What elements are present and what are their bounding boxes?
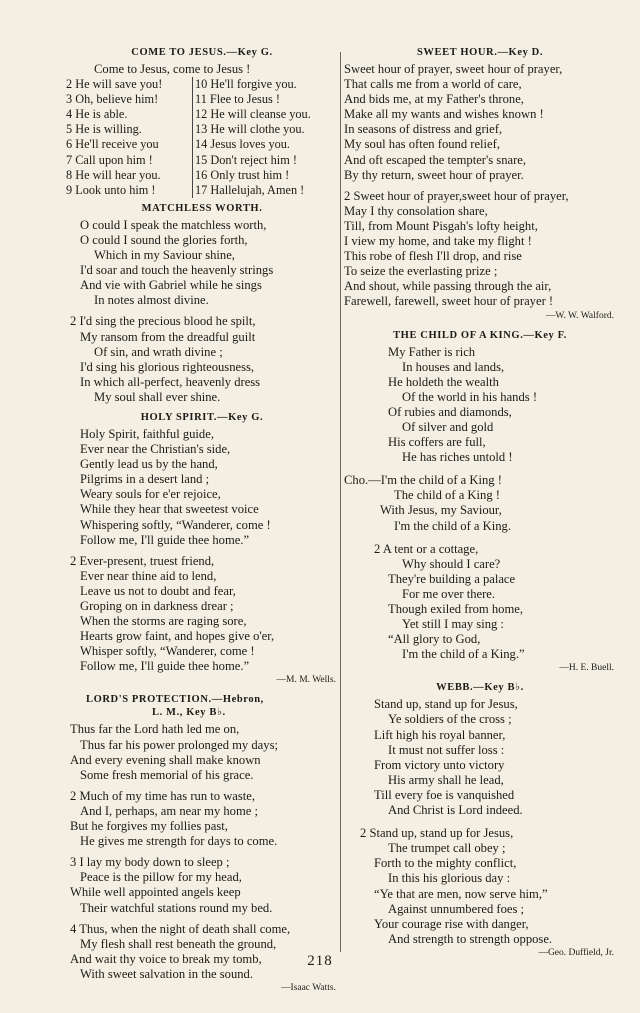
hymn-line: In which all-perfect, heavenly dress <box>80 374 261 389</box>
hymn-line: 2 Stand up, stand up for Jesus, <box>360 826 514 841</box>
hymn-line: Leave us not to doubt and fear, <box>80 583 236 598</box>
hymn-line: Follow me, I'll guide thee home.” <box>80 532 250 547</box>
hymn-line: 2 A tent or a cottage, <box>374 541 479 556</box>
hymn-lords-protection <box>66 693 338 995</box>
hymn-line: This robe of flesh I'll drop, and rise <box>344 249 522 264</box>
hymn-line: Ever near thine aid to lend, <box>80 568 217 583</box>
hymn-line: My soul has often found relief, <box>344 137 500 152</box>
hymn-line: And wait thy voice to break my tomb, <box>70 951 262 966</box>
hymn-title: MATCHLESS WORTH. <box>141 202 263 214</box>
hymn-author: —Isaac Watts. <box>281 982 336 993</box>
hymn-line <box>344 473 616 488</box>
hymn-line: Weary souls for e'er rejoice, <box>80 487 221 502</box>
hymn-line: His coffers are full, <box>388 435 486 450</box>
page-number: 218 <box>307 953 333 969</box>
verse-2 <box>66 789 338 849</box>
hymn-line: Stand up, stand up for Jesus, <box>374 697 518 712</box>
pair-right: 10 He'll forgive you. <box>195 77 297 92</box>
chorus-text: I'm the child of a King ! <box>380 473 502 488</box>
hymn-line: I'd soar and touch the heavenly strings <box>80 263 274 278</box>
hymn-line: Come to Jesus, come to Jesus ! <box>94 62 251 76</box>
hymn-line: In notes almost divine. <box>94 293 209 308</box>
hymn-line: For me over there. <box>402 586 496 601</box>
verse-2 <box>344 542 616 663</box>
pair-right: 12 He will cleanse you. <box>195 107 311 122</box>
hymn-line: Which in my Saviour shine, <box>94 248 235 263</box>
hymn-line: And every evening shall make known <box>70 752 261 767</box>
hymn-line: With sweet salvation in the sound. <box>80 966 253 981</box>
hymn-line: With Jesus, my Saviour, <box>380 503 502 518</box>
hymn-line: And shout, while passing through the air, <box>344 279 552 294</box>
hymn-line: Ye soldiers of the cross ; <box>388 712 512 727</box>
hymn-line: He gives me strength for days to come. <box>80 834 278 849</box>
pair-left: 7 Call upon him ! <box>66 153 193 168</box>
hymn-line: And I, perhaps, am near my home ; <box>80 803 259 818</box>
hymn-line: Against unnumbered foes ; <box>388 901 525 916</box>
verse-2 <box>66 554 338 675</box>
verse-1 <box>66 218 338 309</box>
pair-row <box>66 122 338 137</box>
hymn-line: O could I speak the matchless worth, <box>80 217 267 232</box>
hymn-line: Whispering softly, “Wanderer, come ! <box>80 517 271 532</box>
chorus-label: Cho.— <box>344 473 381 488</box>
hymn-webb <box>344 681 616 960</box>
pair-row <box>66 107 338 122</box>
pair-right: 13 He will clothe you. <box>195 122 305 137</box>
hymn-title: LORD'S PROTECTION.—Hebron, <box>86 694 264 706</box>
column-divider <box>340 52 341 952</box>
hymn-line: Their watchful stations round my bed. <box>80 900 273 915</box>
hymn-line: But he forgives my follies past, <box>70 819 228 834</box>
pair-right: 15 Don't reject him ! <box>195 152 297 167</box>
hymn-line: Thus far the Lord hath led me on, <box>70 722 240 737</box>
hymn-title: HOLY SPIRIT.—Key G. <box>140 411 264 423</box>
hymn-line: Till every foe is vanquished <box>374 787 515 802</box>
hymn-line: May I thy consolation share, <box>344 203 488 218</box>
right-column <box>344 46 616 966</box>
pair-left: 9 Look unto him ! <box>66 183 193 198</box>
verse-1 <box>344 697 616 818</box>
hymn-line: Holy Spirit, faithful guide, <box>80 426 214 441</box>
pair-left: 4 He is able. <box>66 107 193 122</box>
hymn-title: WEBB.—Key B♭. <box>436 682 524 694</box>
pair-right: 14 Jesus loves you. <box>195 137 290 152</box>
hymn-line: In this his glorious day : <box>388 871 511 886</box>
hymn-line: Yet still I may sing : <box>402 617 504 632</box>
hymn-line: My flesh shall rest beneath the ground, <box>80 936 277 951</box>
verse-2 <box>66 314 338 405</box>
hymn-author: —H. E. Buell. <box>559 663 614 674</box>
hymn-line: His army shall he lead, <box>388 772 504 787</box>
hymn-line: Whisper softly, “Wanderer, come ! <box>80 644 255 659</box>
hymn-line: The trumpet call obey ; <box>388 841 506 856</box>
hymn-line: In seasons of distress and grief, <box>344 122 503 137</box>
hymn-line: Pilgrims in a desert land ; <box>80 472 210 487</box>
pair-left: 6 He'll receive you <box>66 137 193 152</box>
verse-2 <box>344 826 616 947</box>
pair-row <box>66 77 338 92</box>
pair-left: 5 He is willing. <box>66 122 193 137</box>
hymn-matchless-worth <box>66 202 338 405</box>
verse-2 <box>344 189 616 310</box>
hymn-line: Thus far his power prolonged my days; <box>80 737 278 752</box>
hymn-line: Groping on in darkness drear ; <box>80 599 234 613</box>
pair-row <box>66 168 338 183</box>
hymn-title: THE CHILD OF A KING.—Key F. <box>393 329 567 341</box>
hymn-line: And strength to strength oppose. <box>388 931 553 946</box>
hymn-line: 2 Much of my time has run to waste, <box>70 788 256 803</box>
hymn-author: —M. M. Wells. <box>276 675 336 686</box>
pair-right: 11 Flee to Jesus ! <box>195 92 280 107</box>
hymn-line: Forth to the mighty conflict, <box>374 856 517 871</box>
hymn-holy-spirit <box>66 411 338 688</box>
hymn-line: Make all my wants and wishes known ! <box>344 107 544 122</box>
left-column <box>66 46 338 1001</box>
hymn-line: O could I sound the glories forth, <box>80 232 248 247</box>
verse-1 <box>344 62 616 183</box>
pair-left: 2 He will save you! <box>66 77 193 92</box>
hymn-line: Peace is the pillow for my head, <box>80 870 242 885</box>
hymn-title: COME TO JESUS.—Key G. <box>131 47 273 58</box>
hymn-child-of-a-king <box>344 329 616 676</box>
hymn-line: He has riches untold ! <box>402 450 513 465</box>
pair-row <box>66 92 338 107</box>
hymn-line: My ransom from the dreadful guilt <box>80 329 256 344</box>
hymn-line: While well appointed angels keep <box>70 885 241 900</box>
hymn-line: They're building a palace <box>388 571 516 586</box>
hymn-line: I'm the child of a King.” <box>402 647 525 662</box>
hymn-line: “Ye that are men, now serve him,” <box>374 886 548 901</box>
hymn-line: It must not suffer loss : <box>388 742 505 757</box>
hymn-line: I'd sing his glorious righteousness, <box>80 359 255 374</box>
hymn-line: My soul shall ever shine. <box>94 389 221 404</box>
hymn-line: Some fresh memorial of his grace. <box>80 767 254 782</box>
verse-1 <box>66 722 338 782</box>
hymn-title: SWEET HOUR.—Key D. <box>416 47 544 58</box>
pair-left: 8 He will hear you. <box>66 168 193 183</box>
hymn-line: And oft escaped the tempter's snare, <box>344 152 527 167</box>
hymn-line: And Christ is Lord indeed. <box>388 803 523 818</box>
hymn-line: And vie with Gabriel while he sings <box>80 278 262 293</box>
hymn-line: Of rubies and diamonds, <box>388 404 512 419</box>
hymn-line: 2 Sweet hour of prayer,sweet hour of prayer, <box>344 188 569 203</box>
hymn-line: 3 I lay my body down to sleep ; <box>70 855 230 870</box>
pair-row <box>66 137 338 152</box>
hymn-line: Though exiled from home, <box>388 602 524 616</box>
hymn-line: And bids me, at my Father's throne, <box>344 92 524 107</box>
hymn-line: When the storms are raging sore, <box>80 614 247 629</box>
hymn-line: While they hear that sweetest voice <box>80 502 259 517</box>
hymn-line: “All glory to God, <box>388 632 481 647</box>
verse-1 <box>66 427 338 548</box>
pair-right: 16 Only trust him ! <box>195 167 290 182</box>
verse-3 <box>66 855 338 915</box>
chorus <box>344 473 616 533</box>
hymn-line: From victory unto victory <box>374 757 505 772</box>
hymn-line: Sweet hour of prayer, sweet hour of prayer, <box>344 62 563 76</box>
hymn-line: Your courage rise with danger, <box>374 916 529 931</box>
pair-left: 3 Oh, believe him! <box>66 92 193 107</box>
hymn-line: Gently lead us by the hand, <box>80 457 218 472</box>
hymn-line: In houses and lands, <box>402 359 505 374</box>
hymn-author: —W. W. Walford. <box>545 310 614 321</box>
hymn-line: 2 I'd sing the precious blood he spilt, <box>70 314 256 329</box>
hymn-line: Farewell, farewell, sweet hour of prayer ! <box>344 294 554 309</box>
hymn-line: Of sin, and wrath divine ; <box>94 344 223 359</box>
hymn-line: The child of a King ! <box>394 488 500 503</box>
pair-right: 17 Hallelujah, Amen ! <box>195 182 305 197</box>
verse-1 <box>344 345 616 466</box>
hymn-line: To seize the everlasting prize ; <box>344 264 498 279</box>
hymn-line: Of the world in his hands ! <box>402 389 538 404</box>
hymn-sweet-hour <box>344 46 616 323</box>
hymn-line: Till, from Mount Pisgah's lofty height, <box>344 218 538 233</box>
hymn-line: My Father is rich <box>388 344 476 359</box>
hymn-line: Follow me, I'll guide thee home.” <box>80 659 250 674</box>
pair-row <box>66 183 338 198</box>
hymn-line: That calls me from a world of care, <box>344 77 522 92</box>
hymn-line: Of silver and gold <box>402 419 494 434</box>
hymn-line: 2 Ever-present, truest friend, <box>70 553 215 568</box>
hymn-line: 4 Thus, when the night of death shall come, <box>70 921 291 936</box>
hymn-line: He holdeth the wealth <box>388 374 499 389</box>
hymn-author: —Geo. Duffield, Jr. <box>538 947 614 958</box>
pair-row <box>66 153 338 168</box>
hymn-title-meter: L. M., Key B♭. <box>152 707 226 719</box>
hymn-line: I'm the child of a King. <box>394 518 511 533</box>
verse-4 <box>66 922 338 982</box>
hymn-line: Ever near the Christian's side, <box>80 442 231 457</box>
hymn-come-to-jesus <box>66 46 338 198</box>
hymn-line: Lift high his royal banner, <box>374 727 506 742</box>
verse-pairs <box>66 77 338 198</box>
hymn-line: By thy return, sweet hour of prayer. <box>344 167 524 182</box>
hymn-line: I view my home, and take my flight ! <box>344 234 532 249</box>
hymn-line: Why should I care? <box>402 556 501 571</box>
hymn-line: Hearts grow faint, and hopes give o'er, <box>80 629 275 644</box>
